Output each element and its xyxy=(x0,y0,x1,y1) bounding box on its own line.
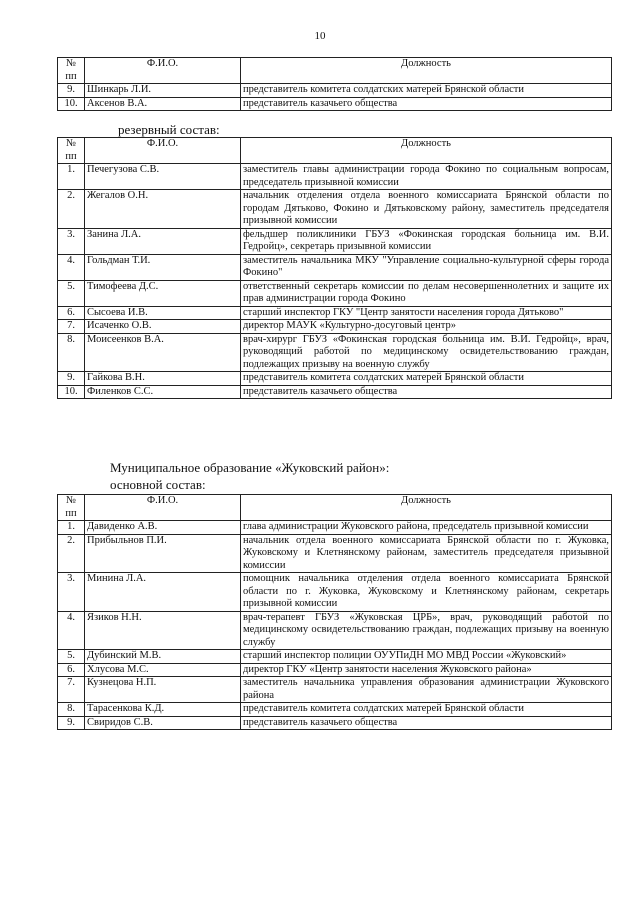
table-row xyxy=(58,320,612,334)
table-header-row xyxy=(58,495,612,521)
member-position: врач-хирург ГБУЗ «Фокинская городская больница им. В.И. Гедройц», врач, руководящий работой по медицинскому освидетельствованию граждан, подлежащих призыву на военную службу xyxy=(241,333,612,372)
row-number: 6. xyxy=(58,663,85,677)
row-number: 6. xyxy=(58,306,85,320)
member-name: Тарасенкова К.Д. xyxy=(85,703,241,717)
header-position: Должность xyxy=(241,495,612,521)
table-row xyxy=(58,573,612,612)
member-position: представитель комитета солдатских матерей Брянской области xyxy=(241,84,612,98)
member-name: Занина Л.А. xyxy=(85,228,241,254)
municipality-caption: Муниципальное образование «Жуковский район»: xyxy=(110,460,390,475)
table-row xyxy=(58,333,612,372)
header-num: № пп xyxy=(58,138,85,164)
member-position: фельдшер поликлиники ГБУЗ «Фокинская городская больница им. В.И. Гедройц», секретарь призывной комиссии xyxy=(241,228,612,254)
member-name: Минина Л.А. xyxy=(85,573,241,612)
member-position: старший инспектор полиции ОУУПиДН МО МВД России «Жуковский» xyxy=(241,650,612,664)
header-name: Ф.И.О. xyxy=(85,495,241,521)
table-row xyxy=(58,190,612,229)
row-number: 5. xyxy=(58,280,85,306)
commission-table-continued xyxy=(57,57,612,111)
member-position: начальник отдела военного комиссариата Брянской области по г. Жуковка, Жуковскому и Клетнянскому районам, заместитель председателя призывной комиссии xyxy=(241,534,612,573)
member-name: Хлусова М.С. xyxy=(85,663,241,677)
main-caption: основной состав: xyxy=(110,477,206,492)
table-row xyxy=(58,372,612,386)
member-name: Тимофеева Д.С. xyxy=(85,280,241,306)
row-number: 7. xyxy=(58,320,85,334)
member-name: Давиденко А.В. xyxy=(85,521,241,535)
member-position: глава администрации Жуковского района, председатель призывной комиссии xyxy=(241,521,612,535)
row-number: 2. xyxy=(58,534,85,573)
table-row xyxy=(58,228,612,254)
member-position: помощник начальника отделения отдела военного комиссариата Брянской области по г. Жуковка, Жуковскому и Клетнянскому районам, секретарь призывной комиссии xyxy=(241,573,612,612)
row-number: 10. xyxy=(58,97,85,111)
member-position: заместитель начальника МКУ "Управление социально-культурной сферы города Фокино" xyxy=(241,254,612,280)
table-row xyxy=(58,280,612,306)
header-position: Должность xyxy=(241,138,612,164)
member-name: Филенков С.С. xyxy=(85,385,241,399)
table-row xyxy=(58,663,612,677)
table-row xyxy=(58,534,612,573)
member-name: Прибыльнов П.И. xyxy=(85,534,241,573)
member-name: Аксенов В.А. xyxy=(85,97,241,111)
member-position: представитель казачьего общества xyxy=(241,385,612,399)
row-number: 1. xyxy=(58,521,85,535)
page-number: 10 xyxy=(314,30,326,42)
header-position: Должность xyxy=(241,58,612,84)
row-number: 3. xyxy=(58,228,85,254)
main-table xyxy=(57,494,612,730)
member-position: заместитель главы администрации города Фокино по социальным вопросам, председатель призывной комиссии xyxy=(241,164,612,190)
reserve-caption: резервный состав: xyxy=(118,122,220,137)
member-position: директор МАУК «Культурно-досуговый центр» xyxy=(241,320,612,334)
header-name: Ф.И.О. xyxy=(85,58,241,84)
member-position: представитель комитета солдатских матерей Брянской области xyxy=(241,703,612,717)
member-name: Дубинский М.В. xyxy=(85,650,241,664)
member-position: представитель казачьего общества xyxy=(241,97,612,111)
row-number: 7. xyxy=(58,677,85,703)
row-number: 5. xyxy=(58,650,85,664)
member-name: Исаченко О.В. xyxy=(85,320,241,334)
row-number: 4. xyxy=(58,254,85,280)
table-row xyxy=(58,650,612,664)
row-number: 4. xyxy=(58,611,85,650)
table-row xyxy=(58,716,612,730)
row-number: 1. xyxy=(58,164,85,190)
table-row xyxy=(58,703,612,717)
member-name: Язиков Н.Н. xyxy=(85,611,241,650)
row-number: 2. xyxy=(58,190,85,229)
member-position: ответственный секретарь комиссии по делам несовершеннолетних и защите их прав администрации города Фокино xyxy=(241,280,612,306)
member-name: Печегузова С.В. xyxy=(85,164,241,190)
member-position: старший инспектор ГКУ "Центр занятости населения города Дятьково" xyxy=(241,306,612,320)
member-name: Сысоева И.В. xyxy=(85,306,241,320)
table-row xyxy=(58,677,612,703)
table-row xyxy=(58,611,612,650)
member-position: представитель казачьего общества xyxy=(241,716,612,730)
row-number: 8. xyxy=(58,703,85,717)
row-number: 8. xyxy=(58,333,85,372)
table-row xyxy=(58,254,612,280)
member-position: директор ГКУ «Центр занятости населения Жуковского района» xyxy=(241,663,612,677)
member-position: представитель комитета солдатских матерей Брянской области xyxy=(241,372,612,386)
row-number: 9. xyxy=(58,84,85,98)
table-body xyxy=(58,164,612,399)
table-row xyxy=(58,84,612,98)
row-number: 10. xyxy=(58,385,85,399)
table-header-row xyxy=(58,58,612,84)
member-name: Гольдман Т.И. xyxy=(85,254,241,280)
table-body xyxy=(58,84,612,111)
member-position: начальник отделения отдела военного комиссариата Брянской области по городам Дятьково, Фокино и Дятьковскому району, заместитель председателя призывной комиссии xyxy=(241,190,612,229)
row-number: 9. xyxy=(58,716,85,730)
table-header-row xyxy=(58,138,612,164)
member-name: Моисеенков В.А. xyxy=(85,333,241,372)
member-position: заместитель начальника управления образования администрации Жуковского района xyxy=(241,677,612,703)
member-name: Шинкарь Л.И. xyxy=(85,84,241,98)
member-position: врач-терапевт ГБУЗ «Жуковская ЦРБ», врач, руководящий работой по медицинскому освидетельствованию граждан, подлежащих призыву на военную службу xyxy=(241,611,612,650)
reserve-table xyxy=(57,137,612,399)
member-name: Жегалов О.Н. xyxy=(85,190,241,229)
row-number: 9. xyxy=(58,372,85,386)
header-num: № пп xyxy=(58,58,85,84)
table-row xyxy=(58,164,612,190)
member-name: Свиридов С.В. xyxy=(85,716,241,730)
table-row xyxy=(58,306,612,320)
header-num: № пп xyxy=(58,495,85,521)
table-row xyxy=(58,97,612,111)
table-row xyxy=(58,521,612,535)
member-name: Кузнецова Н.П. xyxy=(85,677,241,703)
header-name: Ф.И.О. xyxy=(85,138,241,164)
table-row xyxy=(58,385,612,399)
member-name: Гайкова В.Н. xyxy=(85,372,241,386)
row-number: 3. xyxy=(58,573,85,612)
table-body xyxy=(58,521,612,730)
